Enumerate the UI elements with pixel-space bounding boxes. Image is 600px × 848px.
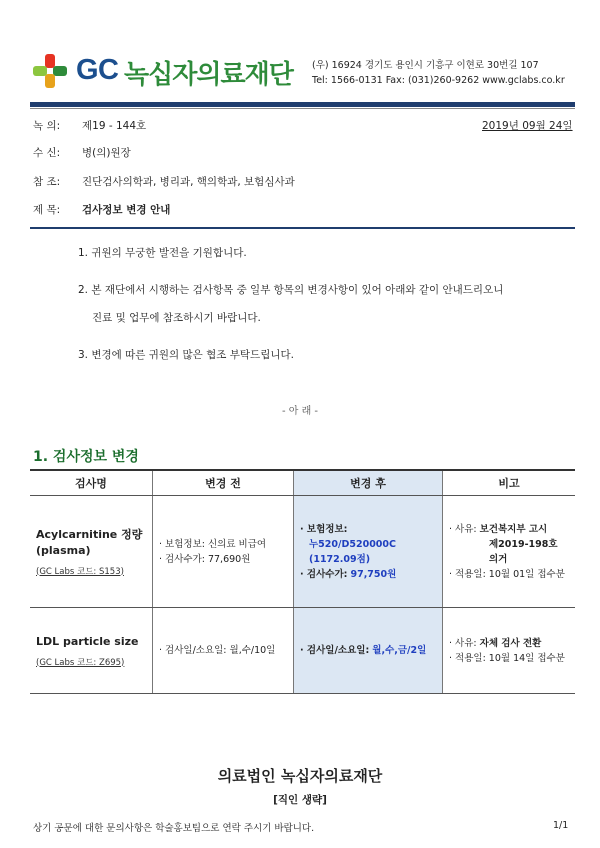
col-header-name: 검사명 xyxy=(30,471,153,496)
test-code: (GC Labs 코드: S153) xyxy=(36,566,124,577)
cell-before xyxy=(153,496,294,608)
seal-omitted: [직인 생략] xyxy=(273,794,327,806)
note-reason-label: · 사유: xyxy=(449,523,477,535)
note-reason: 보건복지부 고시 xyxy=(479,523,548,535)
after-schedule: 월,수,금/2일 xyxy=(372,645,427,656)
logo-text-korean: 녹십자의료재단 xyxy=(124,60,293,90)
doc-date: 2019년 09월 24일 xyxy=(482,120,573,132)
note-reason-label: · 사유: xyxy=(449,637,477,649)
after-fee: 97,750원 xyxy=(350,568,397,580)
test-name: Acylcarnitine 정량 (plasma) xyxy=(36,527,143,557)
test-code: (GC Labs 코드: Z695) xyxy=(36,657,125,668)
after-insurance-label: · 보험정보: xyxy=(300,523,348,535)
cell-before xyxy=(153,608,294,694)
section-title: 1. 검사정보 변경 xyxy=(33,449,139,465)
header-divider xyxy=(30,102,575,107)
below-heading: - 아 래 - xyxy=(281,406,319,417)
cell-note xyxy=(443,608,576,694)
after-fee-label: · 검사수가: xyxy=(300,568,348,580)
before-insurance: · 보험정보: 신의료 비급여 xyxy=(159,538,267,550)
reference-label: 참 조: xyxy=(33,176,61,188)
cell-test-name xyxy=(30,608,153,694)
after-insurance-code: 누520/D520000C xyxy=(309,538,396,550)
after-insurance-points: (1172.09점) xyxy=(309,553,371,565)
before-fee: · 검사수가: 77,690원 xyxy=(159,553,251,565)
col-header-after: 변경 후 xyxy=(294,471,443,496)
note-reason-cont: 제2019-198호 의거 xyxy=(489,538,558,565)
subject: 검사정보 변경 안내 xyxy=(82,204,171,216)
issuer-name: 의료법인 녹십자의료재단 xyxy=(217,767,383,785)
note-apply-date: · 적용일: 10월 14일 접수분 xyxy=(449,652,565,664)
col-header-note: 비고 xyxy=(443,471,576,496)
col-header-before: 변경 전 xyxy=(153,471,294,496)
table-header-row xyxy=(30,471,575,496)
table-row xyxy=(30,608,575,694)
reference: 진단검사의학과, 병리과, 핵의학과, 보험심사과 xyxy=(82,176,295,188)
table-row xyxy=(30,496,575,608)
cell-after xyxy=(294,496,443,608)
paragraph-2-cont: 진료 및 업무에 참조하시기 바랍니다. xyxy=(92,312,261,324)
paragraph-2: 2. 본 재단에서 시행하는 검사항목 중 일부 항목의 변경사항이 있어 아래와 같이 안내드리오니 xyxy=(78,284,504,296)
gc-logo-icon xyxy=(33,54,67,88)
test-name: LDL particle size xyxy=(36,634,139,648)
recipient-label: 수 신: xyxy=(33,147,61,159)
contact-note: 상기 공문에 대한 문의사항은 학술홍보팀으로 연락 주시기 바랍니다. xyxy=(33,823,315,834)
header-address: (우) 16924 경기도 용인시 기흥구 이현로 30번길 107 xyxy=(312,60,539,71)
cell-test-name xyxy=(30,496,153,608)
page-number: 1/1 xyxy=(553,820,569,831)
note-apply-date: · 적용일: 10월 01일 접수분 xyxy=(449,568,565,580)
subject-label: 제 목: xyxy=(33,204,61,216)
doc-number: 제19 - 144호 xyxy=(82,120,147,132)
cell-after xyxy=(294,608,443,694)
paragraph-3: 3. 변경에 따른 귀원의 많은 협조 부탁드립니다. xyxy=(78,349,294,361)
after-schedule-label: · 검사일/소요일: xyxy=(300,645,370,656)
header-divider-thin xyxy=(30,108,575,109)
note-reason: 자체 검사 전환 xyxy=(479,637,542,649)
logo-text-gc: GC xyxy=(76,54,119,86)
recipient: 병(의)원장 xyxy=(82,147,131,159)
cell-note xyxy=(443,496,576,608)
meta-divider xyxy=(30,227,575,229)
doc-number-label: 녹 의: xyxy=(33,120,61,132)
paragraph-1: 1. 귀원의 무궁한 발전을 기원합니다. xyxy=(78,247,247,259)
change-table xyxy=(30,471,575,694)
header-contact: Tel: 1566-0131 Fax: (031)260-9262 www.gclabs.co.kr xyxy=(312,75,565,86)
before-schedule: · 검사일/소요일: 월,수/10일 xyxy=(159,645,276,656)
